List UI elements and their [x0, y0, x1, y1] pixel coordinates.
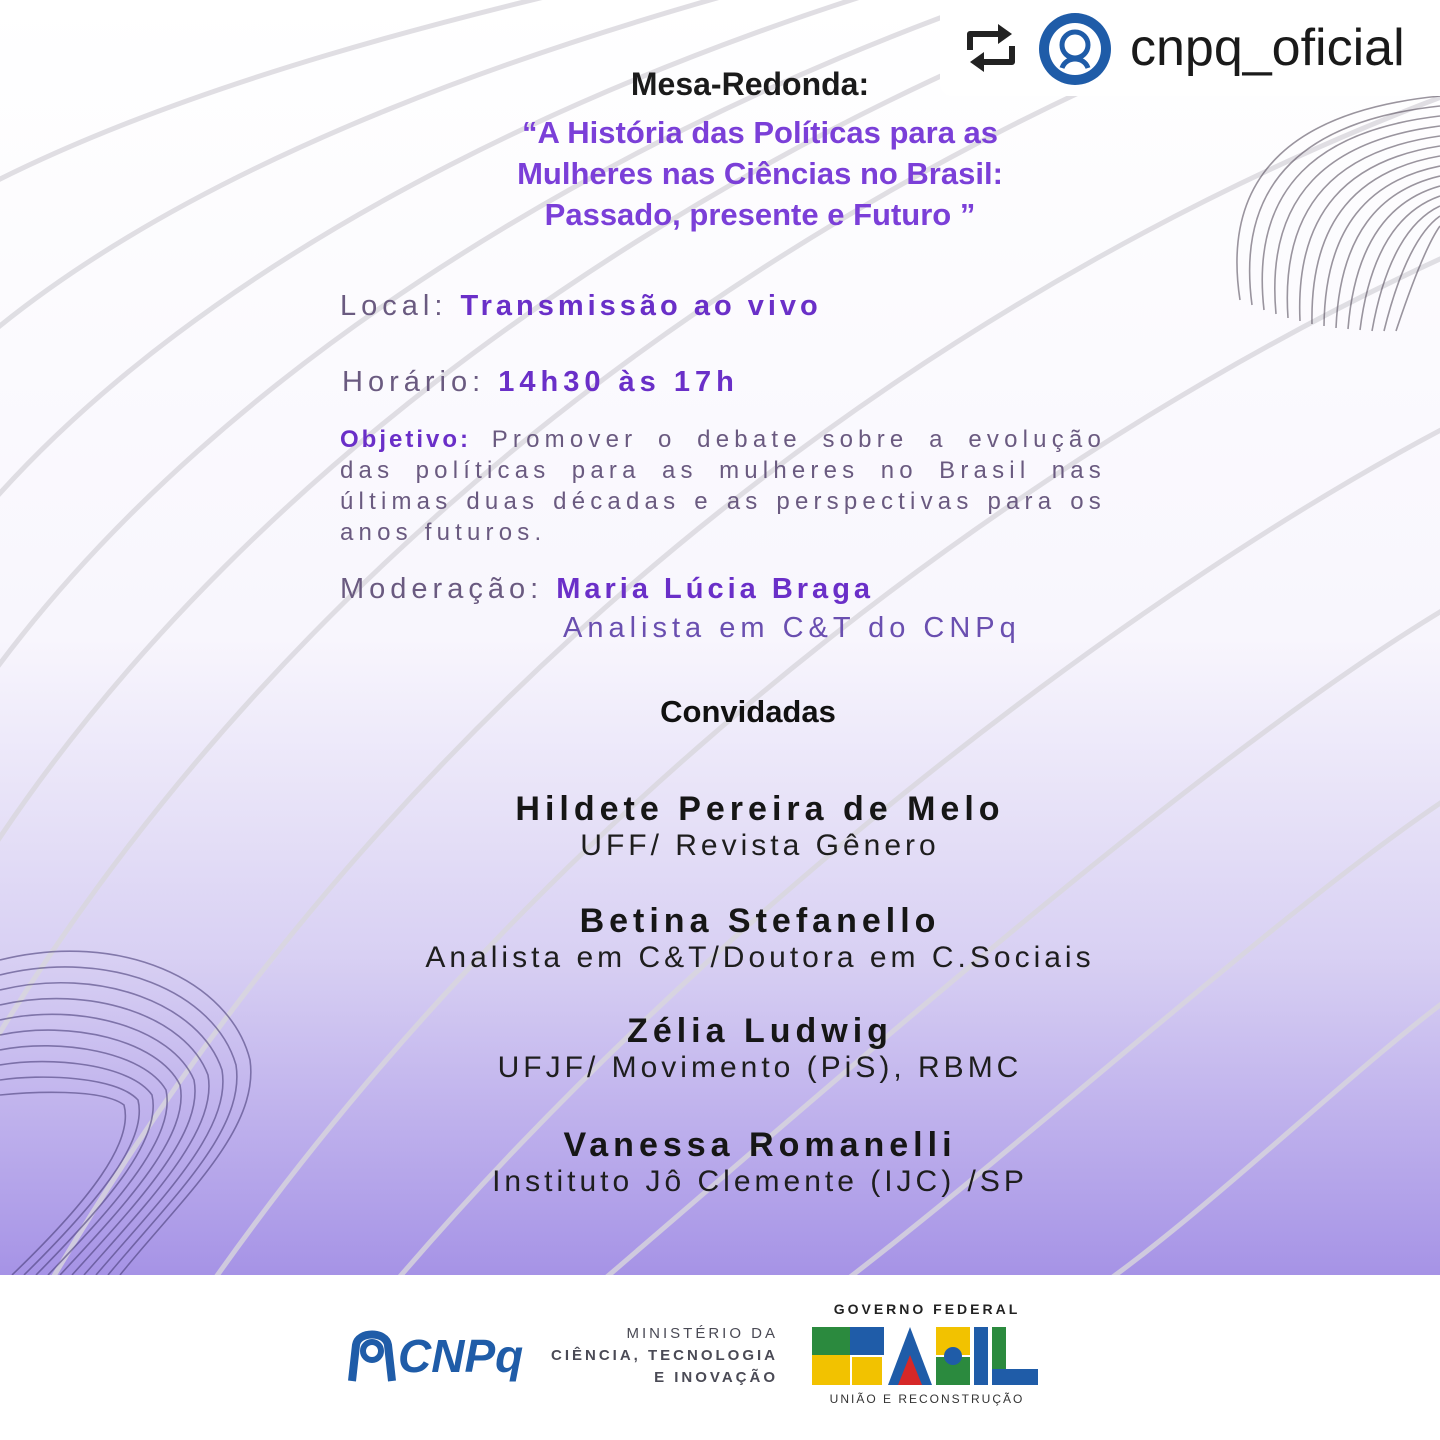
time-value: 14h30 às 17h [498, 366, 739, 398]
repost-icon[interactable] [962, 24, 1020, 72]
local-label: Local: [340, 290, 448, 322]
ministry-line: E INOVAÇÃO [654, 1369, 778, 1386]
objective-label: Objetivo: [340, 426, 472, 453]
event-title-line: “A História das Políticas para as [521, 115, 999, 150]
gov-bottom-text: UNIÃO E RECONSTRUÇÃO [829, 1392, 1025, 1406]
moderator-name: Maria Lúcia Braga [556, 573, 875, 605]
local-value: Transmissão ao vivo [460, 290, 822, 322]
objective-paragraph [340, 424, 1106, 548]
ministry-line: MINISTÉRIO DA [626, 1325, 778, 1342]
guest-name: Zélia Ludwig [627, 1012, 893, 1050]
guest-affiliation: Instituto Jô Clemente (IJC) /SP [492, 1165, 1028, 1198]
account-handle[interactable]: cnpq_oficial [1130, 19, 1405, 77]
guest-item [300, 1012, 1220, 1085]
guest-affiliation: UFF/ Revista Gênero [580, 829, 940, 862]
guest-affiliation: Analista em C&T/Doutora em C.Sociais [425, 941, 1095, 974]
guest-item [300, 1126, 1220, 1199]
time-row [342, 366, 739, 399]
cnpq-logo-text: CNPq [398, 1330, 524, 1382]
time-label: Horário: [342, 366, 486, 398]
guest-item [300, 790, 1220, 863]
footer-logos [0, 1275, 1440, 1440]
local-row [340, 290, 822, 323]
repost-header [940, 0, 1440, 96]
brasil-wordmark-icon [812, 1325, 1040, 1387]
guest-affiliation: UFJF/ Movimento (PiS), RBMC [497, 1051, 1023, 1084]
gov-top-text: GOVERNO FEDERAL [833, 1301, 1021, 1317]
moderation-row [340, 573, 874, 606]
ministry-line: CIÊNCIA, TECNOLOGIA [550, 1347, 778, 1364]
cnpq-mark-icon [342, 1325, 402, 1385]
objective-text: Promover o debate sobre a evolução das políticas para as mulheres no Brasil nas últimas duas décadas e as perspectivas para os anos futuros. [340, 426, 1107, 546]
event-title [440, 112, 1080, 235]
ministry-block [540, 1323, 778, 1389]
event-title-line: Mulheres nas Ciências no Brasil: [517, 156, 1003, 191]
event-title-line: Passado, presente e Futuro ” [544, 197, 976, 232]
moderator-role: Analista em C&T do CNPq [563, 612, 1021, 644]
event-type: Mesa-Redonda: [630, 66, 870, 102]
guest-name: Hildete Pereira de Melo [515, 790, 1005, 828]
moderation-label: Moderação: [340, 573, 544, 605]
guests-heading: Convidadas [660, 694, 836, 729]
guest-name: Betina Stefanello [579, 902, 941, 940]
guest-name: Vanessa Romanelli [563, 1126, 957, 1164]
guest-item [300, 902, 1220, 975]
cnpq-logo-icon[interactable] [1038, 12, 1112, 86]
